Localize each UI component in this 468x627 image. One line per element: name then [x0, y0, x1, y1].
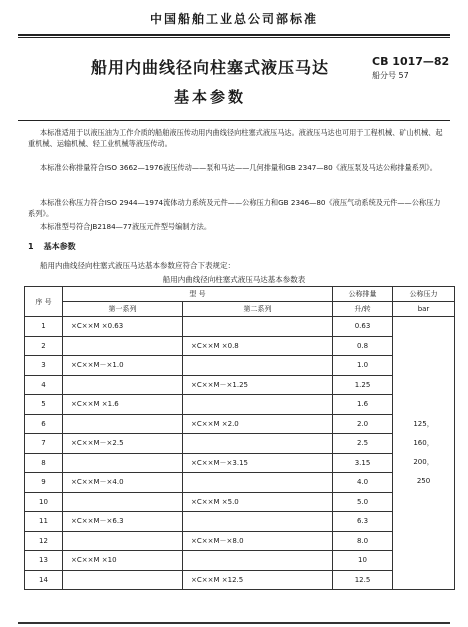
series2-model: ×C××M ×0.8	[183, 336, 333, 356]
displacement-value: 12.5	[333, 570, 393, 590]
standard-code: CB 1017—82	[372, 55, 450, 68]
series1-model	[63, 492, 183, 512]
header-model: 型 号	[63, 287, 333, 302]
table-row	[25, 375, 455, 395]
table-row	[25, 453, 455, 473]
series1-model: ×C××M－×2.5	[63, 434, 183, 454]
issuing-organization: 中国船舶工业总公司部标准	[149, 12, 318, 26]
series1-model: ×C××M－×4.0	[63, 473, 183, 493]
series2-model: ×C××M ×12.5	[183, 570, 333, 590]
section-title: 基本参数	[43, 242, 76, 251]
row-index: 11	[25, 512, 63, 532]
series2-model: ×C××M－×8.0	[183, 531, 333, 551]
series1-model	[63, 336, 183, 356]
table-row	[25, 551, 455, 571]
row-index: 3	[25, 356, 63, 376]
series2-model	[183, 473, 333, 493]
series2-model: ×C××M－×1.25	[183, 375, 333, 395]
document-subtitle: 基本参数	[173, 88, 246, 106]
row-index: 4	[25, 375, 63, 395]
series2-model	[183, 395, 333, 415]
table-row	[25, 356, 455, 376]
series2-model	[183, 434, 333, 454]
displacement-value: 4.0	[333, 473, 393, 493]
scope-paragraph: 本标准适用于以液压油为工作介质的船舶液压传动用内曲线径向柱塞式液压马达。液液压马达也可用于工程机械、矿山机械、起重机械、运输机械、轻工业机械等液压传动。	[28, 128, 443, 148]
header-pressure-unit: bar	[393, 302, 455, 317]
series1-model	[63, 375, 183, 395]
pressure-standard-paragraph: 本标准公称压力符合ISO 2944—1974流体动力系统及元件——公称压力和GB 2346—80《液压气动系统及元件——公称压力系列》。	[28, 198, 441, 218]
series1-model: ×C××M－×6.3	[63, 512, 183, 532]
displacement-value: 0.8	[333, 336, 393, 356]
table-row	[25, 317, 455, 337]
displacement-value: 6.3	[333, 512, 393, 532]
displacement-value: 1.25	[333, 375, 393, 395]
table-row	[25, 531, 455, 551]
displacement-value: 1.0	[333, 356, 393, 376]
series2-model	[183, 551, 333, 571]
header-displacement: 公称排量	[333, 287, 393, 302]
table-caption: 船用内曲线径向柱塞式液压马达基本参数表	[162, 275, 306, 284]
row-index: 7	[25, 434, 63, 454]
model-standard-paragraph: 本标准型号符合JB2184—77液压元件型号编制方法。	[40, 222, 212, 231]
series1-model: ×C××M ×10	[63, 551, 183, 571]
table-row	[25, 336, 455, 356]
series2-model	[183, 512, 333, 532]
displacement-value: 8.0	[333, 531, 393, 551]
header-displacement-unit: 升/转	[333, 302, 393, 317]
series2-model: ×C××M ×5.0	[183, 492, 333, 512]
series1-model: ×C××M ×0.63	[63, 317, 183, 337]
footer-rule	[18, 622, 450, 624]
table-lead-text: 船用内曲线径向柱塞式液压马达基本参数应符合下表规定：	[40, 261, 235, 270]
header-pressure: 公称压力	[393, 287, 455, 302]
title-rule	[18, 120, 450, 121]
header-series2: 第二系列	[183, 302, 333, 317]
table-row	[25, 434, 455, 454]
row-index: 9	[25, 473, 63, 493]
row-index: 2	[25, 336, 63, 356]
table-row	[25, 473, 455, 493]
displacement-value: 1.6	[333, 395, 393, 415]
row-index: 1	[25, 317, 63, 337]
series2-model	[183, 356, 333, 376]
series1-model	[63, 453, 183, 473]
table-row	[25, 512, 455, 532]
header-rule-thin	[18, 37, 450, 38]
row-index: 12	[25, 531, 63, 551]
series1-model: ×C××M－×1.0	[63, 356, 183, 376]
table-row	[25, 395, 455, 415]
header-index: 序 号	[25, 287, 63, 317]
row-index: 8	[25, 453, 63, 473]
row-index: 14	[25, 570, 63, 590]
pressure-values: 125， 160， 200， 250	[393, 317, 455, 590]
displacement-standard-paragraph: 本标准公称排量符合ISO 3662—1976液压传动——泵和马达——几何排量和GB 2347—80《液压泵及马达公称排量系列》。	[40, 163, 437, 172]
row-index: 10	[25, 492, 63, 512]
series2-model: ×C××M ×2.0	[183, 414, 333, 434]
series1-model	[63, 570, 183, 590]
displacement-value: 10	[333, 551, 393, 571]
table-row	[25, 570, 455, 590]
displacement-value: 5.0	[333, 492, 393, 512]
row-index: 5	[25, 395, 63, 415]
displacement-value: 0.63	[333, 317, 393, 337]
header-series1: 第一系列	[63, 302, 183, 317]
row-index: 13	[25, 551, 63, 571]
row-index: 6	[25, 414, 63, 434]
section-heading	[28, 241, 76, 252]
series2-model	[183, 317, 333, 337]
category-number: 船分号 57	[372, 71, 409, 80]
table-row	[25, 492, 455, 512]
series2-model: ×C××M－×3.15	[183, 453, 333, 473]
series1-model	[63, 531, 183, 551]
table-row	[25, 414, 455, 434]
displacement-value: 2.5	[333, 434, 393, 454]
displacement-value: 3.15	[333, 453, 393, 473]
document-title: 船用内曲线径向柱塞式液压马达	[90, 58, 329, 77]
series1-model	[63, 414, 183, 434]
header-rule	[18, 34, 450, 36]
series1-model: ×C××M ×1.6	[63, 395, 183, 415]
section-number: 1	[28, 242, 34, 251]
parameter-table	[24, 286, 455, 590]
displacement-value: 2.0	[333, 414, 393, 434]
